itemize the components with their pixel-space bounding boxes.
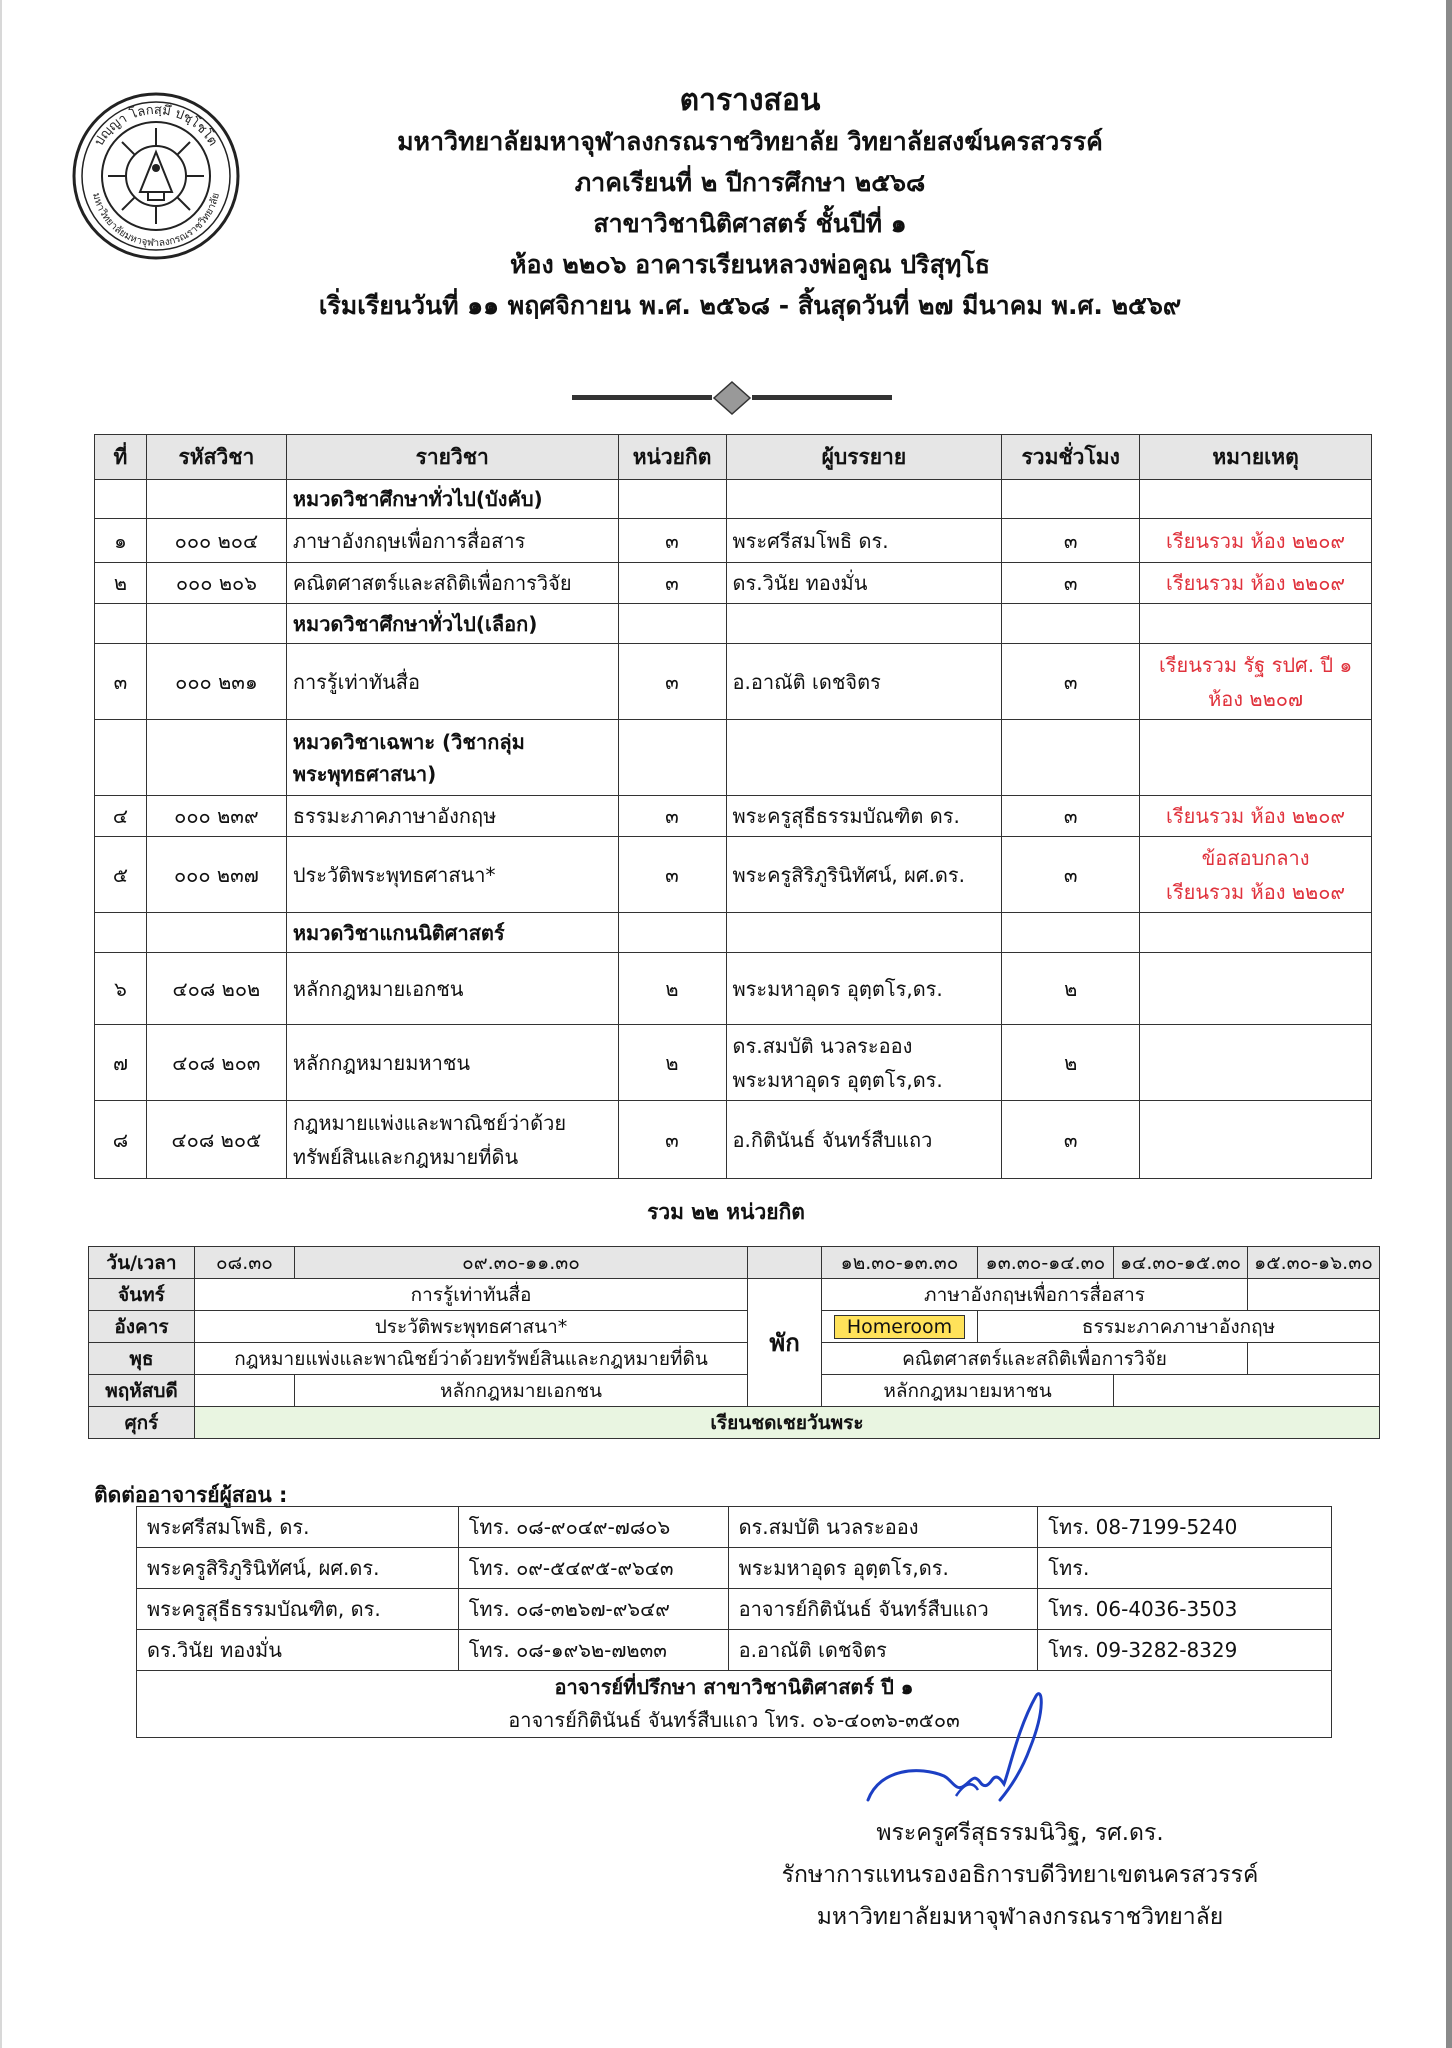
course-no: ๗	[95, 1025, 147, 1101]
course-credits: ๓	[618, 1101, 726, 1179]
total-credits: รวม ๒๒ หน่วยกิต	[647, 1200, 805, 1224]
course-lecturer: พระครูสุธีธรรมบัณฑิต ดร.	[726, 796, 1002, 837]
schedule-day-label: พฤหัสบดี	[89, 1375, 195, 1407]
col-header-hours: รวมชั่วโมง	[1002, 435, 1140, 480]
date-range-line: เริ่มเรียนวันที่ ๑๑ พฤศจิกายน พ.ศ. ๒๕๖๘ - สิ้นสุดวันที่ ๒๗ มีนาคม พ.ศ. ๒๕๖๙	[318, 291, 1182, 320]
handwritten-signature	[860, 1688, 1060, 1818]
course-code: ๐๐๐ ๒๓๑	[146, 644, 286, 720]
schedule-row-monday	[89, 1279, 1380, 1311]
schedule-class-cell: กฎหมายแพ่งและพาณิชย์ว่าด้วยทรัพย์สินและกฎหมายที่ดิน	[194, 1343, 747, 1375]
schedule-time-header: ๑๕.๓๐-๑๖.๓๐	[1247, 1247, 1379, 1279]
lunch-break-cell: พัก	[748, 1279, 822, 1407]
contact-phone: โทร. ๐๘-๓๒๖๗-๙๖๔๙	[458, 1589, 728, 1630]
schedule-row-friday	[89, 1407, 1380, 1439]
advisor-detail: อาจารย์กิตินันธ์ จันทร์สืบแถว โทร. ๐๖-๔๐๓๖-๓๕๐๓	[508, 1708, 960, 1732]
document-title: ตารางสอน	[679, 83, 821, 118]
course-no: ๑	[95, 519, 147, 563]
contacts-label: ติดต่ออาจารย์ผู้สอน :	[94, 1483, 288, 1507]
schedule-day-label: พุธ	[89, 1343, 195, 1375]
schedule-time-header: ๑๒.๓๐-๑๓.๓๐	[822, 1247, 978, 1279]
svg-text:มหาวิทยาลัยมหาจุฬาลงกรณราชวิทย: มหาวิทยาลัยมหาจุฬาลงกรณราชวิทยาลัย	[90, 191, 222, 250]
col-header-credits: หน่วยกิต	[618, 435, 726, 480]
course-note-line: ข้อสอบกลาง	[1201, 845, 1310, 870]
schedule-time-header: ๑๔.๓๐-๑๕.๓๐	[1113, 1247, 1247, 1279]
course-table-header	[95, 435, 1372, 480]
category-label: หมวดวิชาศึกษาทั่วไป(เลือก)	[286, 604, 618, 644]
contact-name: พระครูสิริภูรินิทัศน์, ผศ.ดร.	[137, 1548, 459, 1589]
schedule-row-thursday	[89, 1375, 1380, 1407]
program-line: สาขาวิชานิติศาสตร์ ชั้นปีที่ ๑	[593, 209, 907, 238]
course-name: ธรรมะภาคภาษาอังกฤษ	[286, 796, 618, 837]
course-row	[95, 1101, 1372, 1179]
homeroom-badge: Homeroom	[834, 1315, 965, 1339]
col-header-subject: รายวิชา	[286, 435, 618, 480]
schedule-class-cell: ประวัติพระพุทธศาสนา*	[194, 1311, 747, 1343]
schedule-day-time-header: วัน/เวลา	[89, 1247, 195, 1279]
course-name: การรู้เท่าทันสื่อ	[286, 644, 618, 720]
course-code: ๐๐๐ ๒๓๙	[146, 796, 286, 837]
schedule-friday-cell: เรียนชดเชยวันพระ	[194, 1407, 1379, 1439]
contact-phone: โทร. ๐๙-๕๔๙๕-๙๖๔๓	[458, 1548, 728, 1589]
course-note: เรียนรวม ห้อง ๒๒๐๙	[1140, 519, 1372, 563]
category-label-line: หมวดวิชาเฉพาะ (วิชากลุ่ม	[292, 729, 525, 754]
category-row	[95, 604, 1372, 644]
course-hours: ๓	[1002, 644, 1140, 720]
course-name: ประวัติพระพุทธศาสนา*	[286, 837, 618, 913]
room-line: ห้อง ๒๒๐๖ อาคารเรียนหลวงพ่อคูณ ปริสุทฺโธ	[509, 250, 991, 279]
category-row	[95, 913, 1372, 953]
course-no: ๓	[95, 644, 147, 720]
signer-name: พระครูศรีสุธรรมนิวิฐ, รศ.ดร.	[876, 1820, 1164, 1846]
course-hours: ๓	[1002, 563, 1140, 604]
course-name: หลักกฎหมายมหาชน	[286, 1025, 618, 1101]
contact-phone: โทร. 09-3282-8329	[1038, 1630, 1332, 1671]
course-row	[95, 837, 1372, 913]
schedule-day-label: ศุกร์	[89, 1407, 195, 1439]
course-lecturer: พระครูสิริภูรินิทัศน์, ผศ.ดร.	[726, 837, 1002, 913]
advisor-title: อาจารย์ที่ปรึกษา สาขาวิชานิติศาสตร์ ปี ๑	[554, 1675, 914, 1699]
advisor-row	[137, 1671, 1332, 1738]
contact-name: ดร.สมบัติ นวลระออง	[728, 1507, 1038, 1548]
schedule-header-row	[89, 1247, 1380, 1279]
course-credits: ๓	[618, 837, 726, 913]
schedule-empty-cell	[1247, 1279, 1379, 1311]
schedule-day-label: อังคาร	[89, 1311, 195, 1343]
contact-name: อ.อาณัติ เดชจิตร	[728, 1630, 1038, 1671]
course-hours: ๓	[1002, 796, 1140, 837]
schedule-empty-cell	[1113, 1375, 1379, 1407]
course-name	[286, 1101, 618, 1179]
category-row	[95, 480, 1372, 519]
course-note-line: เรียนรวม รัฐ รปศ. ปี ๑	[1158, 652, 1353, 677]
course-row	[95, 563, 1372, 604]
course-note	[1140, 837, 1372, 913]
schedule-break-header	[748, 1247, 822, 1279]
course-hours: ๒	[1002, 953, 1140, 1025]
schedule-time-header: ๐๘.๓๐	[194, 1247, 294, 1279]
course-lecturer: อ.อาณัติ เดชจิตร	[726, 644, 1002, 720]
schedule-class-cell: หลักกฎหมายมหาชน	[822, 1375, 1114, 1407]
schedule-row-wednesday	[89, 1343, 1380, 1375]
signer-organization: มหาวิทยาลัยมหาจุฬาลงกรณราชวิทยาลัย	[816, 1904, 1224, 1930]
svg-text:ปญฺญา โลกสฺมึ ปชฺโชโต: ปญฺญา โลกสฺมึ ปชฺโชโต	[91, 102, 221, 149]
col-header-code: รหัสวิชา	[146, 435, 286, 480]
course-row	[95, 796, 1372, 837]
contact-name: พระครูสุธีธรรมบัณฑิต, ดร.	[137, 1589, 459, 1630]
course-row	[95, 1025, 1372, 1101]
signer-position: รักษาการแทนรองอธิการบดีวิทยาเขตนครสวรรค์	[781, 1862, 1259, 1888]
schedule-row-tuesday	[89, 1311, 1380, 1343]
course-lecturer-line: พระมหาอุดร อุตฺตโร,ดร.	[732, 1067, 943, 1092]
contact-row	[137, 1630, 1332, 1671]
contact-phone: โทร. ๐๘-๑๙๖๒-๗๒๓๓	[458, 1630, 728, 1671]
course-credits: ๒	[618, 953, 726, 1025]
course-note	[1140, 1101, 1372, 1179]
category-label-line: พระพุทธศาสนา)	[292, 761, 437, 786]
course-row	[95, 953, 1372, 1025]
contact-phone: โทร. 06-4036-3503	[1038, 1589, 1332, 1630]
contact-row	[137, 1507, 1332, 1548]
course-code: ๐๐๐ ๒๐๔	[146, 519, 286, 563]
course-code: ๔๐๘ ๒๐๓	[146, 1025, 286, 1101]
contact-name: อาจารย์กิตินันธ์ จันทร์สืบแถว	[728, 1589, 1038, 1630]
contact-phone: โทร. 08-7199-5240	[1038, 1507, 1332, 1548]
course-name: คณิตศาสตร์และสถิติเพื่อการวิจัย	[286, 563, 618, 604]
contact-row	[137, 1548, 1332, 1589]
course-name: ภาษาอังกฤษเพื่อการสื่อสาร	[286, 519, 618, 563]
course-table	[94, 434, 1372, 1179]
course-code: ๐๐๐ ๒๓๗	[146, 837, 286, 913]
course-lecturer	[726, 1025, 1002, 1101]
course-lecturer: อ.กิตินันธ์ จันทร์สืบแถว	[726, 1101, 1002, 1179]
course-no: ๘	[95, 1101, 147, 1179]
course-credits: ๓	[618, 644, 726, 720]
course-code: ๐๐๐ ๒๐๖	[146, 563, 286, 604]
course-no: ๔	[95, 796, 147, 837]
schedule-time-header: ๑๓.๓๐-๑๔.๓๐	[978, 1247, 1114, 1279]
advisor-cell	[137, 1671, 1332, 1738]
course-note: เรียนรวม ห้อง ๒๒๐๙	[1140, 563, 1372, 604]
course-lecturer: ดร.วินัย ทองมั่น	[726, 563, 1002, 604]
schedule-class-cell: การรู้เท่าทันสื่อ	[194, 1279, 747, 1311]
schedule-class-cell: ธรรมะภาคภาษาอังกฤษ	[978, 1311, 1380, 1343]
col-header-note: หมายเหตุ	[1140, 435, 1372, 480]
course-hours: ๓	[1002, 837, 1140, 913]
semester-line: ภาคเรียนที่ ๒ ปีการศึกษา ๒๕๖๘	[574, 168, 926, 197]
course-no: ๒	[95, 563, 147, 604]
contact-phone: โทร. ๐๘-๙๐๔๙-๗๘๐๖	[458, 1507, 728, 1548]
col-header-no: ที่	[95, 435, 147, 480]
homeroom-cell	[822, 1311, 978, 1343]
contact-name: ดร.วินัย ทองมั่น	[137, 1630, 459, 1671]
course-lecturer-line: ดร.สมบัติ นวลระออง	[732, 1033, 913, 1058]
course-code: ๔๐๘ ๒๐๕	[146, 1101, 286, 1179]
course-hours: ๓	[1002, 519, 1140, 563]
contacts-table	[136, 1506, 1332, 1738]
category-label: หมวดวิชาแกนนิติศาสตร์	[286, 913, 618, 953]
schedule-class-cell: คณิตศาสตร์และสถิติเพื่อการวิจัย	[822, 1343, 1248, 1375]
scan-edge-right	[1446, 0, 1452, 2048]
course-lecturer: พระมหาอุดร อุตฺตโร,ดร.	[726, 953, 1002, 1025]
course-name-line: ทรัพย์สินและกฎหมายที่ดิน	[292, 1144, 519, 1169]
course-credits: ๒	[618, 1025, 726, 1101]
schedule-time-header: ๐๙.๓๐-๑๑.๓๐	[294, 1247, 747, 1279]
signer-block	[720, 1812, 1320, 1938]
contact-phone: โทร.	[1038, 1548, 1332, 1589]
col-header-lecturer: ผู้บรรยาย	[726, 435, 1002, 480]
course-no: ๖	[95, 953, 147, 1025]
weekly-schedule-table	[88, 1246, 1380, 1439]
course-credits: ๓	[618, 796, 726, 837]
schedule-class-cell: ภาษาอังกฤษเพื่อการสื่อสาร	[822, 1279, 1248, 1311]
course-hours: ๒	[1002, 1025, 1140, 1101]
schedule-empty-cell	[1247, 1343, 1379, 1375]
university-name: มหาวิทยาลัยมหาจุฬาลงกรณราชวิทยาลัย วิทยาลัยสงฆ์นครสวรรค์	[397, 127, 1103, 156]
document-header	[200, 80, 1300, 326]
course-note	[1140, 953, 1372, 1025]
course-name-line: กฎหมายแพ่งและพาณิชย์ว่าด้วย	[292, 1110, 567, 1135]
scan-edge-left	[0, 0, 2, 2048]
course-lecturer: พระศรีสมโพธิ ดร.	[726, 519, 1002, 563]
course-note: เรียนรวม ห้อง ๒๒๐๙	[1140, 796, 1372, 837]
course-note-line: ห้อง ๒๒๐๗	[1208, 686, 1304, 711]
course-note	[1140, 644, 1372, 720]
schedule-class-cell: หลักกฎหมายเอกชน	[294, 1375, 747, 1407]
category-label: หมวดวิชาศึกษาทั่วไป(บังคับ)	[286, 480, 618, 519]
ornamental-divider	[572, 380, 892, 416]
schedule-day-label: จันทร์	[89, 1279, 195, 1311]
course-note	[1140, 1025, 1372, 1101]
contact-name: พระศรีสมโพธิ, ดร.	[137, 1507, 459, 1548]
course-hours: ๓	[1002, 1101, 1140, 1179]
course-credits: ๓	[618, 519, 726, 563]
course-code: ๔๐๘ ๒๐๒	[146, 953, 286, 1025]
category-label	[286, 720, 618, 796]
contact-name: พระมหาอุดร อุตฺตโร,ดร.	[728, 1548, 1038, 1589]
contact-row	[137, 1589, 1332, 1630]
course-row	[95, 644, 1372, 720]
category-row	[95, 720, 1372, 796]
course-row	[95, 519, 1372, 563]
course-no: ๕	[95, 837, 147, 913]
course-note-line: เรียนรวม ห้อง ๒๒๐๙	[1166, 879, 1346, 904]
course-credits: ๓	[618, 563, 726, 604]
course-name: หลักกฎหมายเอกชน	[286, 953, 618, 1025]
schedule-empty-cell	[194, 1375, 294, 1407]
